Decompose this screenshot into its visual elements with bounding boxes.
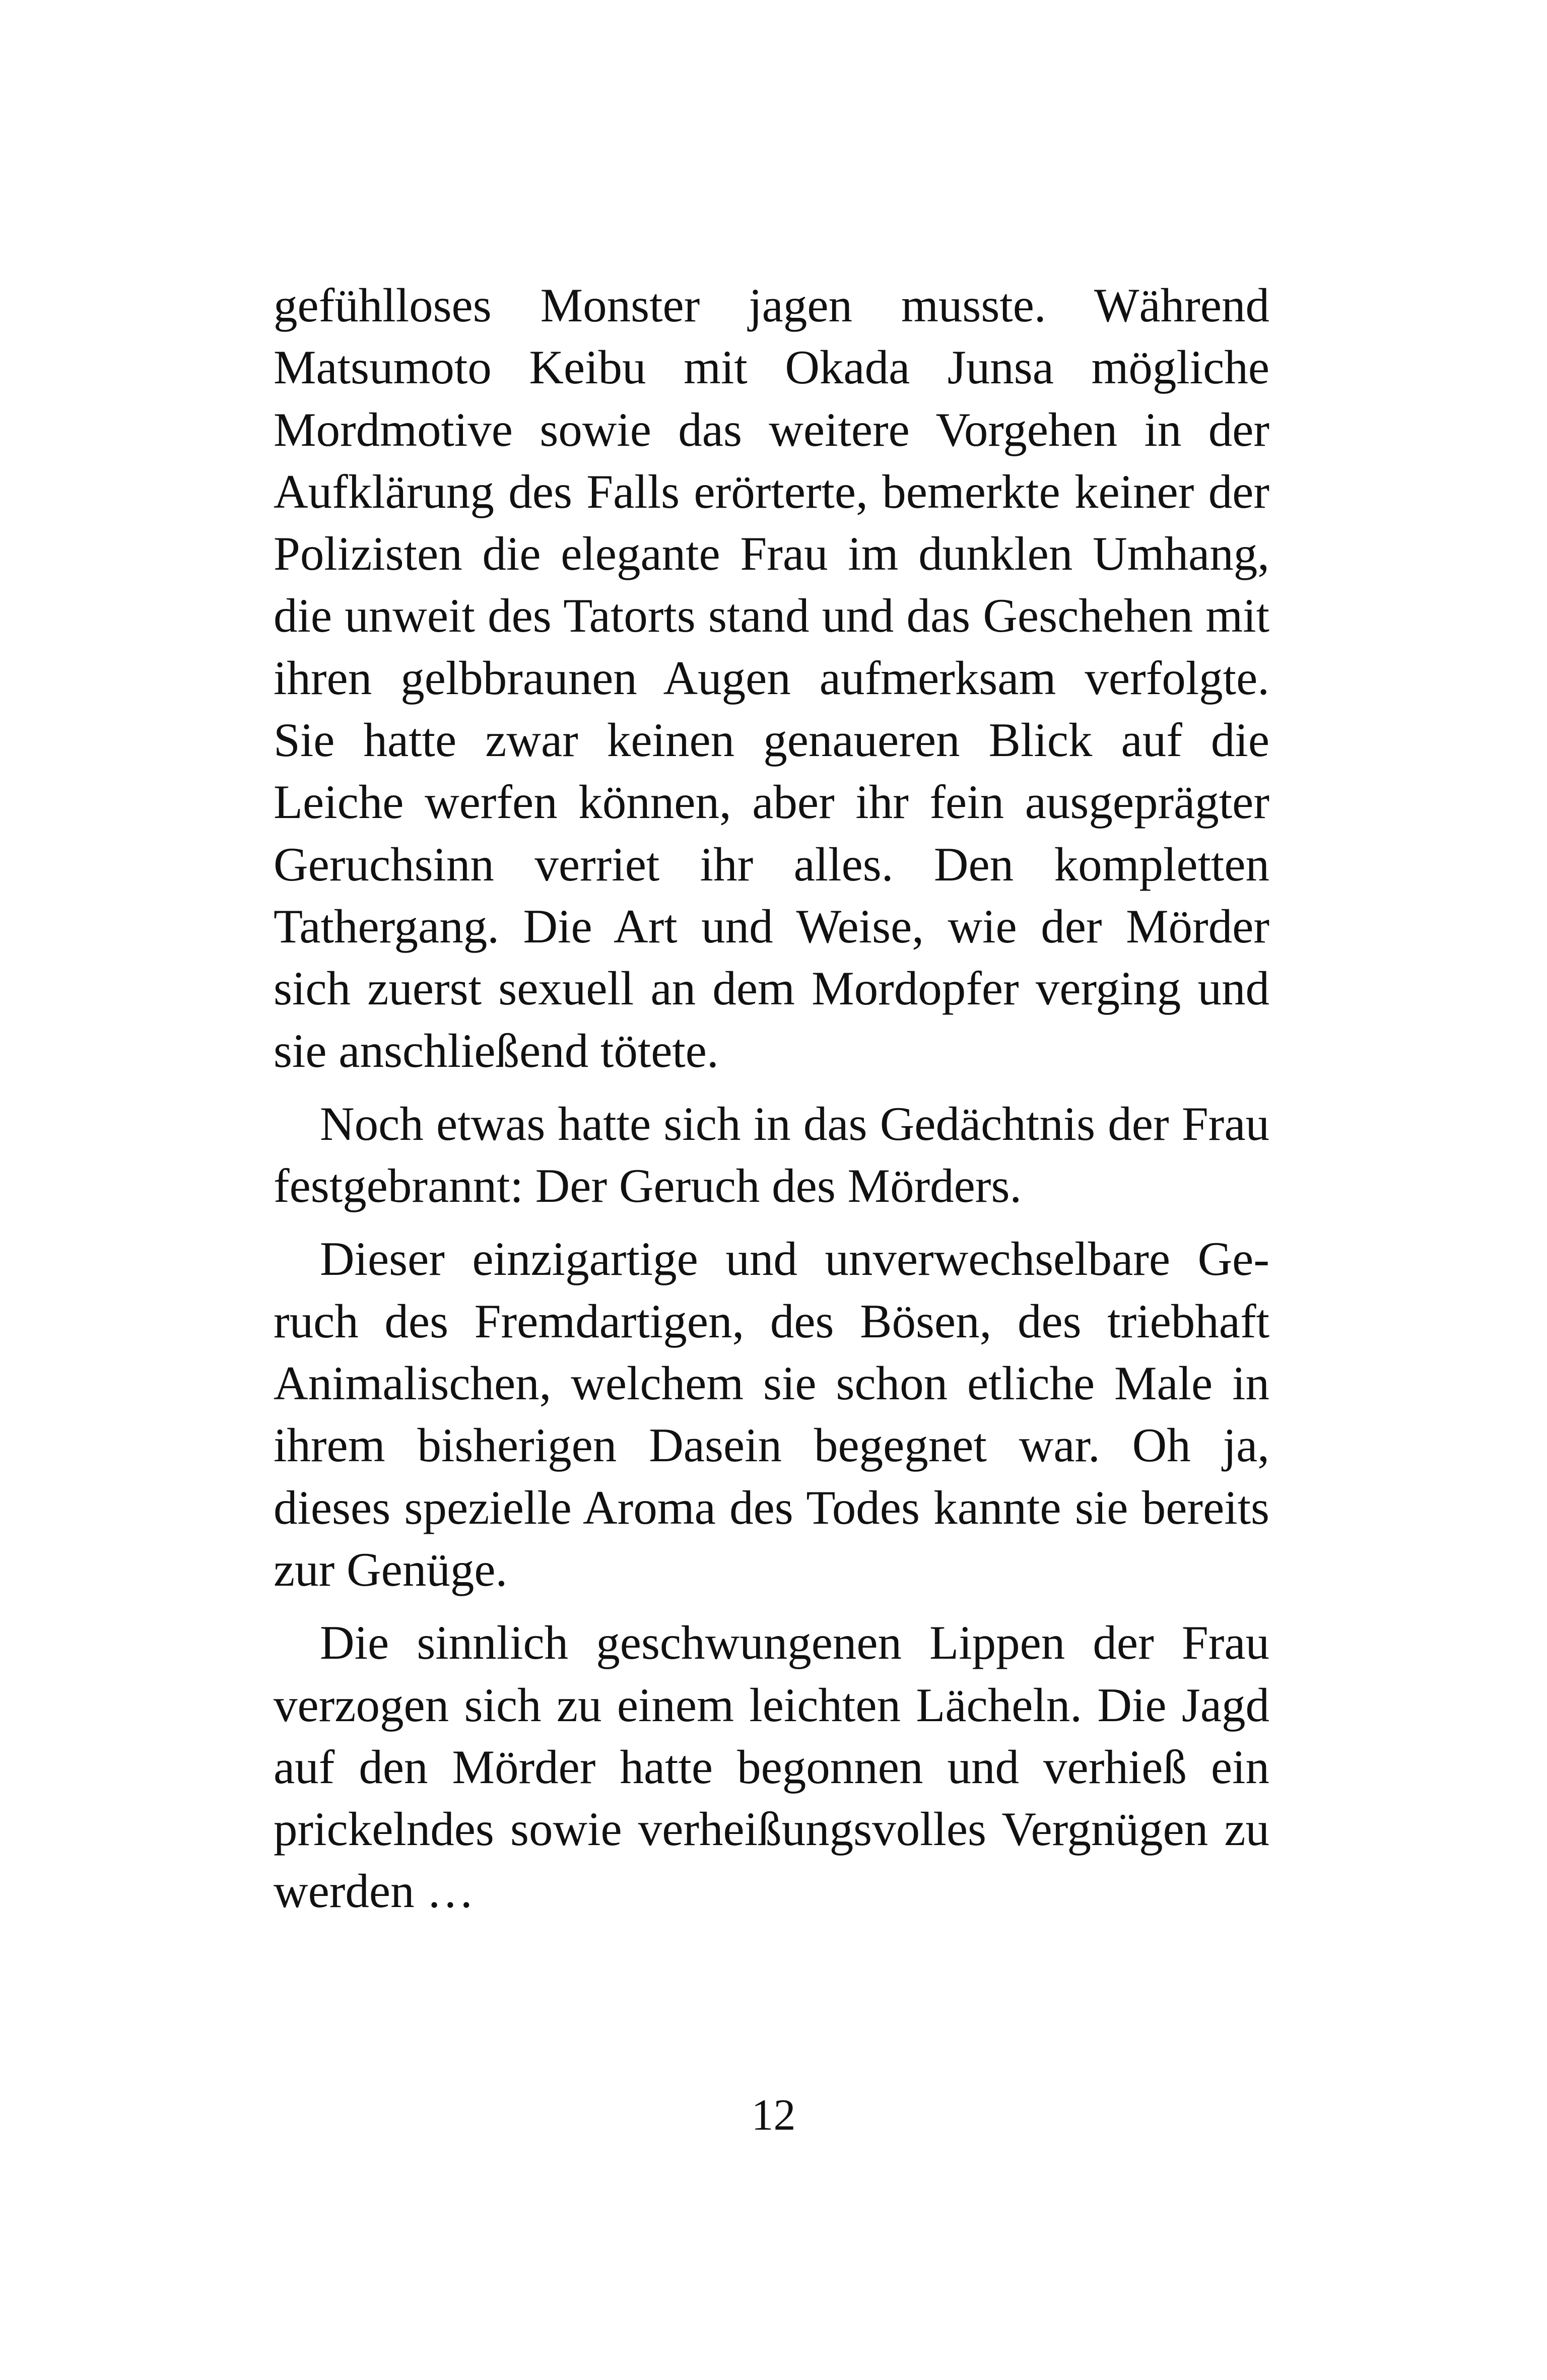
paragraph-3: Dieser einzigartige und unverwechselbare Geruch des Fremdartigen, des Bösen, des triebhaft Animalischen, welchem sie schon etliche Male in ihrem bisherigen Dasein begegnet war. Oh ja, dieses spezielle Aroma des Todes kannte sie bereits zur Genüge.: [274, 1232, 1269, 1596]
body-text: [274, 275, 1269, 1934]
paragraph-1: gefühlloses Monster jagen musste. Während Matsumoto Keibu mit Okada Junsa mögliche Mordmotive sowie das weitere Vorgehen in der Aufklärung des Falls erörterte, bemerkte keiner der Polizisten die elegante Frau im dunklen Umhang, die unweit des Tatorts stand und das Geschehen mit ihren gelbbraunen Augen aufmerksam verfolgte. Sie hatte zwar keinen genaueren Blick auf die Leiche werfen können, aber ihr fein ausgeprägter Geruchsinn verriet ihr alles. Den kompletten Tathergang. Die Art und Weise, wie der Mörder sich zuerst sexuell an dem Mordopfer verging und sie anschließend tötete.: [274, 279, 1269, 1077]
paragraph-4: Die sinnlich geschwungenen Lippen der Frau verzogen sich zu einem leichten Lächeln. Die Jagd auf den Mörder hatte begonnen und verhieß ein prickelndes sowie verheißungsvolles Vergnügen zu werden …: [274, 1616, 1269, 1918]
page-number: 12: [751, 2091, 796, 2140]
paragraph-2: Noch etwas hatte sich in das Gedächtnis der Frau festgebrannt: Der Geruch des Mörders.: [274, 1097, 1269, 1213]
